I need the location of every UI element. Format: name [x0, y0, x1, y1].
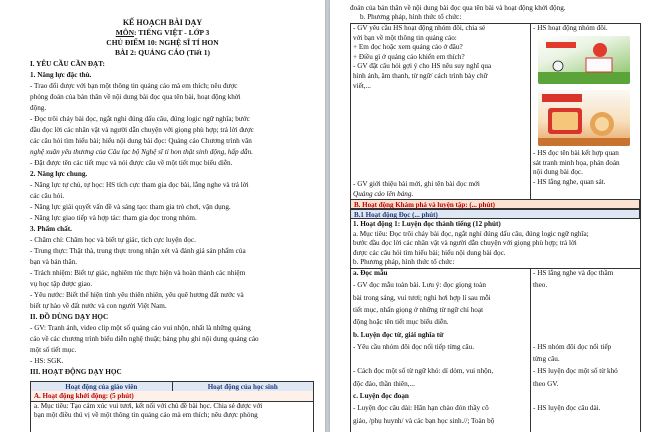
student-line: - HS luyện đọc câu dài.	[533, 404, 601, 413]
student-line: nội dung bài đọc.	[533, 168, 583, 177]
subject-value: : TIẾNG VIỆT - LỚP 3	[134, 28, 210, 37]
teacher-line: - GV giới thiệu bài mới, ghi tên bài đọc mới	[353, 180, 480, 188]
document-page-right	[330, 0, 650, 432]
objective-line: - Năng lực giao tiếp và hợp tác: tham gia đọc trong nhóm.	[30, 214, 197, 222]
section-a-line: a. Mục tiêu: Tạo cảm xúc vui tươi, kết nối với chủ đề bài học. Chia sẻ được với	[34, 402, 263, 410]
student-line: - HS đọc tên bài kết hợp quan	[533, 149, 619, 157]
ad-food-icon	[538, 90, 630, 146]
objective-line: - Chăm chỉ: Chăm học và biết tự giác, tích cực luyện đọc.	[30, 236, 196, 244]
advertisement-image-sports	[538, 36, 630, 84]
objective-line: - Năng lực giải quyết vấn đề và sáng tạo: tham gia trò chơi, vận dụng.	[30, 203, 231, 211]
teacher-line: bài trong sáng, vui tươi; nghỉ hơi hợp lí sau mỗi	[353, 293, 491, 302]
objective-line: - GV: Tranh ảnh, video clip một số quảng cáo vui nhộn, nhất là những quảng	[30, 324, 251, 332]
teacher-line: động hoặc tên tiết mục biểu diễn.	[353, 318, 449, 327]
objective-line: biết tự hào về đất nước và con người Việt Nam.	[30, 302, 167, 310]
objective-line: cáo về các chương trình biểu diễn nghệ thuật; bảng phụ ghi nội dung quảng cáo	[30, 335, 259, 343]
objective-line: vụ học tập được giao.	[30, 280, 93, 288]
objective-line: các câu hỏi tìm hiểu bài; hiểu nội dung bài đọc: Quảng cáo Chương trình văn	[30, 137, 252, 145]
teacher-line: viết,...	[353, 81, 371, 90]
teacher-line: + Điều gì ở quảng cáo khiến em thích?	[353, 52, 465, 61]
objective-line: đầu đọc lời các nhân vật và người dẫn chuyện với giọng phù hợp; trả lời được	[30, 126, 254, 134]
student-line: từng câu.	[533, 355, 560, 364]
ad-sports-icon	[538, 36, 630, 84]
student-line: - HS nhóm đôi đọc nối tiếp	[533, 342, 612, 351]
activity-line: bước đầu đọc lời các nhân vật và người dẫn chuyện với giọng phù hợp; trả lời	[353, 239, 577, 248]
student-activity-pairs: - HS hoạt động nhóm đôi.	[533, 24, 608, 32]
objective-line: 3. Phẩm chất.	[30, 225, 72, 233]
lesson-line: BÀI 2: QUẢNG CÁO (Tiết 1)	[114, 48, 211, 57]
teacher-line: c. Luyện đọc đoạn	[353, 392, 409, 400]
header-teacher: Hoạt động của giáo viên	[65, 383, 138, 391]
objective-line: III. HOẠT ĐỘNG DẠY HỌC	[30, 368, 122, 376]
objective-line: - Yêu nước: Biết thể hiện tình yêu thiên nhiên, yêu quê hương đất nước và	[30, 291, 244, 299]
objective-line: một số tiết mục.	[30, 346, 77, 354]
objective-line: bạn và bản thân.	[30, 258, 78, 266]
activity-line: 1. Hoạt động 1: Luyện đọc thành tiếng (12 phút)	[353, 220, 501, 228]
teacher-line: - Cách đọc một số từ ngữ khó: dí dỏm, vui nhộn,	[353, 367, 494, 376]
teacher-line: tiết mục, nhấn giọng ở những từ ngữ chỉ hoạt	[353, 305, 484, 314]
objective-line: 2. Năng lực chung.	[30, 170, 88, 178]
teacher-line: a. Đọc mẫu	[353, 269, 388, 277]
teacher-line: + Em đọc hoặc xem quảng cáo ở đâu?	[353, 43, 463, 52]
activity-line: được các câu hỏi tìm hiểu bài; hiểu nội dung bài đọc.	[353, 248, 506, 257]
objective-line: động.	[30, 104, 47, 112]
student-line: - HS lắng nghe, quan sát.	[533, 177, 606, 186]
objective-line: - HS: SGK.	[30, 357, 64, 365]
teacher-line: hình ảnh, âm thanh, từ ngữ/ cách trình bày chữ	[353, 72, 488, 80]
table-column-divider	[530, 23, 531, 199]
teacher-line: Quảng cáo lên bảng.	[353, 189, 414, 198]
student-line: - HS lắng nghe và đọc thầm	[533, 269, 614, 277]
objective-line: 1. Năng lực đặc thù.	[30, 71, 92, 79]
student-line: theo.	[533, 281, 548, 290]
method-heading: b. Phương pháp, hình thức tổ chức:	[360, 13, 462, 21]
section-a-line: bạn một điều thú vị về một thông tin quảng cáo mà em thích; nêu được phỏng	[34, 411, 258, 419]
objective-line: - Trung thực: Thật thà, trung thực trong nhận xét và đánh giá sản phẩm của	[30, 247, 246, 255]
advertisement-image-food	[538, 90, 630, 146]
objective-line: phỏng đoán của bản thân về nội dung bài đọc qua tên bài, hoạt động khởi	[30, 93, 241, 101]
objective-line: I. YÊU CẦU CẦN ĐẠT:	[30, 60, 105, 68]
teacher-line: b. Luyện đọc từ, giải nghĩa từ	[353, 330, 444, 339]
objective-line: - Đọc trôi chảy bài đọc, ngắt nghỉ đúng dấu câu, đúng logic ngữ nghĩa; bước	[30, 115, 250, 123]
objective-line: các câu hỏi.	[30, 192, 65, 200]
section-b1-banner: B.1 Hoạt động Đọc (... phút)	[350, 209, 640, 219]
objective-line: - Trách nhiệm: Biết tự giác, nghiêm túc thực hiện và hoàn thành các nhiệm	[30, 269, 246, 277]
teacher-line: - Yêu cầu nhóm đôi đọc nối tiếp từng câu.	[353, 342, 474, 351]
section-a-heading: A. Hoạt động khởi động: (5 phút)	[31, 391, 313, 402]
objective-line: - Trao đổi được với bạn một thông tin quảng cáo mà em thích; nêu được	[30, 82, 238, 90]
student-line: - HS luyện đọc một số từ khó	[533, 367, 618, 376]
table-column-divider	[530, 268, 531, 432]
student-line: theo GV.	[533, 379, 559, 388]
teacher-line: giáo, /phụ huynh/ và các bạn học sinh.//; Toàn bộ	[353, 416, 495, 425]
document-title: KẾ HOẠCH BÀI DẠY	[122, 18, 203, 27]
teacher-line: - Luyện đọc câu dài: Hân hạn chào đón thầy cô	[353, 404, 489, 413]
table-border-right	[640, 23, 641, 432]
teacher-line: - GV đọc mẫu toàn bài. Lưu ý: đọc giọng toàn	[353, 281, 486, 290]
table-border-left	[350, 23, 351, 432]
objective-line: nghệ xuân yêu thương của Câu lạc bộ Nghệ sĩ tí hon thật sinh động, hấp dẫn.	[30, 148, 253, 156]
subject-label: MÔN	[115, 28, 135, 37]
activity-line: a. Mục tiêu: Đọc trôi chảy bài đọc, ngắt nghỉ đúng dấu câu, đúng logic ngữ nghĩa;	[353, 229, 589, 238]
theme-line: CHỦ ĐIỂM 10: NGHỆ SĨ TÍ HON	[106, 38, 219, 47]
header-student: Hoạt động của học sinh	[172, 382, 314, 392]
objective-line: II. ĐỒ DÙNG DẠY HỌC	[30, 313, 109, 321]
activity-line: b. Phương pháp, hình thức tổ chức:	[353, 258, 455, 267]
teacher-line: độc đáo, thần thiên,...	[353, 379, 415, 388]
student-line: sát tranh minh họa, phán đoán	[533, 158, 620, 167]
teacher-line: với bạn về một thông tin quảng cáo:	[353, 33, 457, 42]
activity-table	[30, 391, 314, 432]
objective-line: - Đặt được tên các tiết mục và nói được câu về một tiết mục biểu diễn.	[30, 159, 233, 167]
teacher-line: - GV đặt câu hỏi gợi ý cho HS nêu suy nghĩ qua	[353, 62, 492, 71]
subject-line	[0, 28, 325, 38]
continued-line: đoán của bản thân về nội dung bài đọc qua tên bài và hoạt động khởi động.	[350, 4, 566, 12]
teacher-line: - GV yêu cầu HS hoạt động nhóm đôi, chia sẻ	[353, 24, 486, 32]
section-b-banner: B. Hoạt động Khám phá và luyện tập: (... phút)	[350, 199, 640, 209]
objective-line: - Năng lực tự chủ, tự học: HS tích cực tham gia đọc bài, lắng nghe và trả lời	[30, 181, 249, 189]
